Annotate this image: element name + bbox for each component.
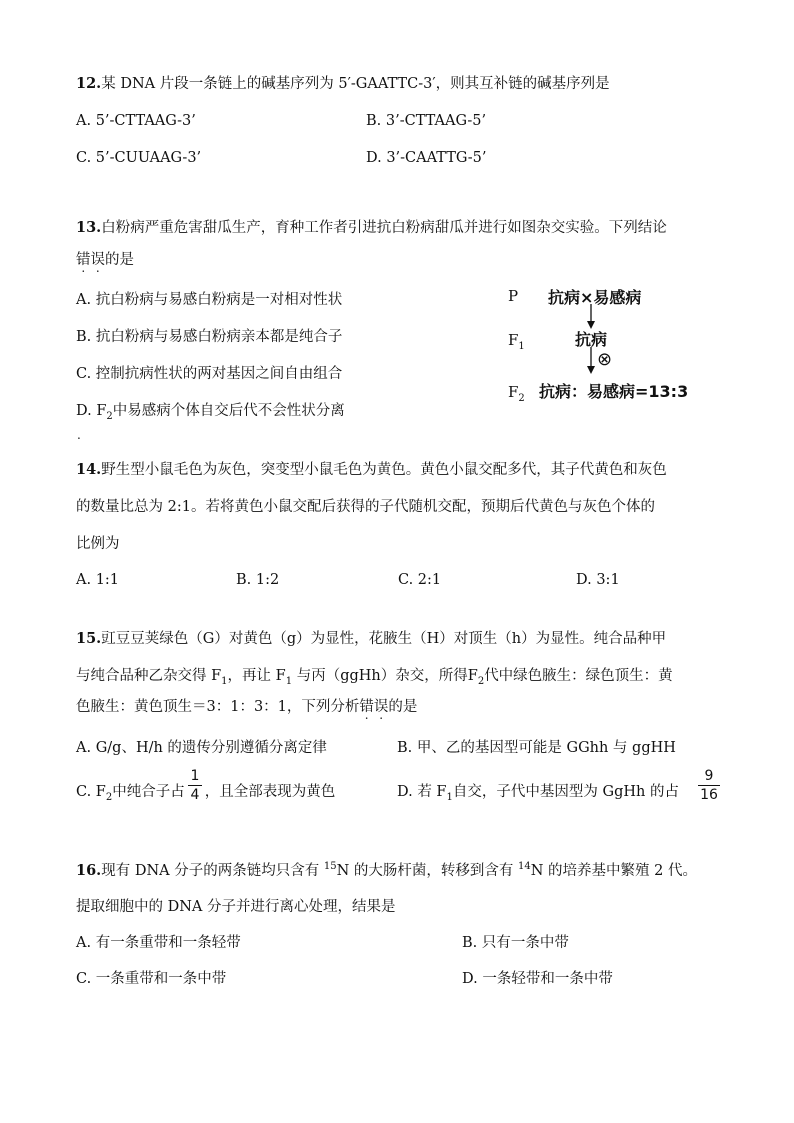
q16-number: 16. — [76, 862, 102, 879]
q14-option-d[interactable]: D. 3:1 — [576, 572, 620, 588]
q12-number: 12. — [76, 75, 102, 92]
q12-text: 某 DNA 片段一条链上的碱基序列为 5′-GAATTC-3′，则其互补链的碱基序列是 — [101, 76, 610, 92]
selfing-icon: ⊗ — [597, 349, 613, 370]
q16-stem-line1: 16.现有 DNA 分子的两条链均只含有 $^{15}$N 的大肠杆菌，转移到含有 $^{14}$N 的培养基中繁殖 2 代。 — [76, 861, 697, 879]
q13-number: 13. — [76, 219, 102, 236]
emphasis-char: 错 — [359, 699, 374, 715]
f1-phenotype: 抗病 — [575, 330, 608, 349]
q13-option-c[interactable]: C. 控制抗病性状的两对基因之间自由组合 — [76, 366, 343, 382]
q15-stem-line3: 色腋生：黄色顶生＝3：1：3：1，下列分析错误的是 — [76, 699, 418, 715]
p-generation-label: P — [508, 287, 519, 305]
q13-option-b[interactable]: B. 抗白粉病与易感白粉病亲本都是纯合子 — [76, 329, 343, 345]
q14-option-b[interactable]: B. 1:2 — [236, 572, 280, 588]
q12-option-c[interactable]: C. 5’-CUUAAG-3’ — [76, 150, 202, 166]
q13-stem-line2: 错误的是 — [76, 252, 134, 268]
q14-option-a[interactable]: A. 1:1 — [76, 572, 120, 588]
fraction-one-quarter: 1 4 — [188, 768, 202, 803]
q14-number: 14. — [76, 461, 102, 478]
q14-stem-line1: 14.野生型小鼠毛色为灰色，突变型小鼠毛色为黄色。黄色小鼠交配多代，其子代黄色和灰色 — [76, 461, 667, 478]
q14-stem-line3: 比例为 — [76, 536, 120, 552]
f1-generation-label: $F_1$ — [508, 331, 525, 352]
p-cross: 抗病×易感病 — [548, 288, 642, 307]
q13-stem-line1: 13.白粉病严重危害甜瓜生产，育种工作者引进抗白粉病甜瓜并进行如图杂交实验。下列结论 — [76, 219, 667, 236]
q16-option-d[interactable]: D. 一条轻带和一条中带 — [462, 971, 613, 987]
arrow-down-icon — [584, 347, 598, 375]
f2-generation-label: $F_2$ — [508, 383, 525, 404]
q16-stem-line2: 提取细胞中的 DNA 分子并进行离心处理，结果是 — [76, 899, 396, 915]
q14-option-c[interactable]: C. 2:1 — [398, 572, 442, 588]
emphasis-char: 误 — [90, 252, 105, 268]
q15-stem-line2: 与纯合品种乙杂交得 $F_1$，再让 $F_1$ 与丙（ggHh）杂交，所得$F_2$代中绿色腋生：绿色顶生：黄 — [76, 668, 673, 687]
q16-option-c[interactable]: C. 一条重带和一条中带 — [76, 971, 227, 987]
q16-option-a[interactable]: A. 有一条重带和一条轻带 — [76, 935, 241, 951]
q14-stem-line2: 的数量比总为 2:1。若将黄色小鼠交配后获得的子代随机交配，预期后代黄色与灰色个体的 — [76, 499, 655, 515]
q15-option-b[interactable]: B. 甲、乙的基因型可能是 GGhh 与 ggHH — [397, 740, 676, 756]
emphasis-dot: . — [77, 428, 81, 442]
emphasis-char: 误 — [373, 699, 389, 715]
q12-option-d[interactable]: D. 3’-CAATTG-5’ — [366, 150, 487, 166]
q12-stem — [76, 74, 610, 94]
q13-option-a[interactable]: A. 抗白粉病与易感白粉病是一对相对性状 — [76, 292, 343, 308]
q13-option-d[interactable]: D. $F_2$中易感病个体自交后代不会性状分离 — [76, 403, 345, 422]
q15-option-d[interactable]: D. 若 $F_1$自交，子代中基因型为 GgHh 的占 — [397, 784, 679, 803]
q15-number: 15. — [76, 630, 102, 647]
fraction-nine-sixteenths: 9 16 — [698, 768, 720, 803]
q16-option-b[interactable]: B. 只有一条中带 — [462, 935, 569, 951]
q12-option-b[interactable]: B. 3’-CTTAAG-5’ — [366, 113, 487, 129]
q15-option-a[interactable]: A. G/g、H/h 的遗传分别遵循分离定律 — [76, 740, 327, 756]
q12-option-a[interactable]: A. 5’-CTTAAG-3’ — [76, 113, 196, 129]
q15-stem-line1: 15.豇豆豆荚绿色（G）对黄色（g）为显性，花腋生（H）对顶生（h）为显性。纯合品种甲 — [76, 630, 667, 647]
f2-ratio: 抗病：易感病=13:3 — [539, 382, 689, 401]
q15-option-c[interactable]: C. $F_2$中纯合子占 ，且全部表现为黄色 — [76, 784, 336, 803]
emphasis-char: 错 — [76, 252, 91, 268]
